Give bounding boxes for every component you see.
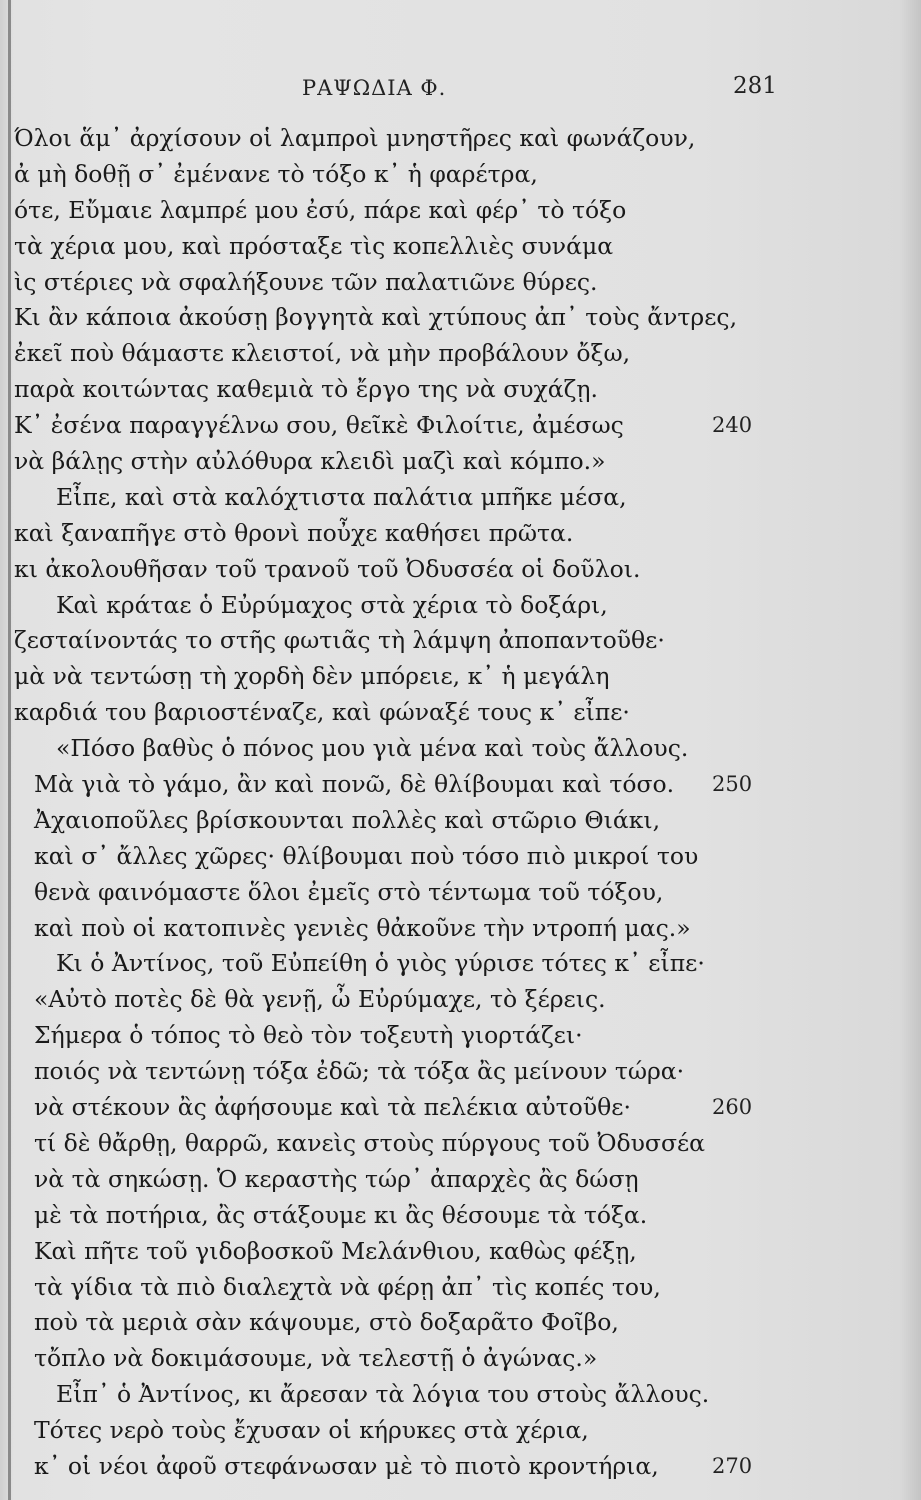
verse-line-text: ἀ μὴ δοθῇ σ᾽ ἐμένανε τὸ τόξο κ᾽ ἡ φαρέτρα, xyxy=(14,159,538,188)
verse-line xyxy=(0,1162,921,1198)
running-head: ΡΑΨΩΔΙΑ Φ. xyxy=(302,76,447,100)
verse-line-text: καὶ σ᾽ ἄλλες χῶρες· θλίβουμαι ποὺ τόσο πιὸ μικροί του xyxy=(34,841,699,870)
verse-line xyxy=(0,659,921,695)
verse-line-text: ότε, Εὔμαιε λαμπρέ μου ἐσύ, πάρε καὶ φέρ᾽ τὸ τόξο xyxy=(14,195,627,224)
verse-line xyxy=(0,875,921,911)
verse-line-text: ἐκεῖ ποὺ θάμαστε κλειστοί, νὰ μὴν προβάλουν ὄξω, xyxy=(14,339,631,368)
verse-line-text: τί δὲ θἄρθῃ, θαρρῶ, κανεὶς στοὺς πύργους τοῦ Ὀδυσσέα xyxy=(34,1128,706,1157)
verse-line xyxy=(0,1234,921,1270)
verse-line xyxy=(0,1270,921,1306)
verse-line xyxy=(0,1054,921,1090)
verse-line xyxy=(0,623,921,659)
verse-line xyxy=(0,372,921,408)
verse-line-text: Καὶ πῆτε τοῦ γιδοβοσκοῦ Μελάνθιου, καθὼς φέξῃ, xyxy=(34,1236,637,1265)
verse-line-text: παρὰ κοιτώντας καθεμιὰ τὸ ἔργο της νὰ συχάζῃ. xyxy=(14,375,598,404)
verse-line-text: θενὰ φαινόμαστε ὅλοι ἐμεῖς στὸ τέντωμα τοῦ τόξου, xyxy=(34,877,664,906)
verse-line xyxy=(0,839,921,875)
verse-line xyxy=(0,1090,921,1126)
verse-line xyxy=(0,1018,921,1054)
verse-line xyxy=(0,265,921,301)
verse-line xyxy=(0,516,921,552)
verse-line-text: καὶ ξαναπῆγε στὸ θρονὶ ποὖχε καθήσει πρῶτα. xyxy=(14,518,574,547)
verse-line-text: Όλοι ἅμ᾽ ἀρχίσουν οἱ λαμπροὶ μνηστῆρες καὶ φωνάζουν, xyxy=(14,124,696,152)
verse-line-text: Σήμερα ὁ τόπος τὸ θεὸ τὸν τοξευτὴ γιορτάζει· xyxy=(34,1021,583,1050)
verse-line xyxy=(0,946,921,982)
verse-line-text: «Πόσο βαθὺς ὁ πόνος μου γιὰ μένα καὶ τοὺς ἄλλους. xyxy=(56,734,689,763)
verse-text xyxy=(0,121,921,1485)
verse-line xyxy=(0,300,921,336)
verse-line xyxy=(0,1449,921,1485)
verse-line-text: ὶς στέριες νὰ σφαλήξουνε τῶν παλατιῶνε θύρες. xyxy=(14,267,598,296)
line-number: 250 xyxy=(712,772,753,797)
verse-line xyxy=(0,336,921,372)
verse-line xyxy=(0,767,921,803)
verse-line xyxy=(0,121,921,157)
verse-line xyxy=(0,229,921,265)
line-number: 240 xyxy=(712,413,753,438)
verse-line xyxy=(0,1377,921,1413)
verse-line-text: Μὰ γιὰ τὸ γάμο, ἂν καὶ πονῶ, δὲ θλίβουμαι καὶ τόσο. xyxy=(34,770,675,799)
verse-line-text: τὰ χέρια μου, καὶ πρόσταξε τὶς κοπελλιὲς συνάμα xyxy=(14,231,614,260)
verse-line xyxy=(0,1413,921,1449)
verse-line xyxy=(0,588,921,624)
verse-line xyxy=(0,408,921,444)
verse-line-text: ζεσταίνοντάς το στῆς φωτιᾶς τὴ λάμψη ἀποπαντοῦθε· xyxy=(14,626,665,655)
verse-line xyxy=(0,1305,921,1341)
verse-line-text: Εἶπ᾽ ὁ Ἀντίνος, κι ἄρεσαν τὰ λόγια του στοὺς ἄλλους. xyxy=(56,1380,710,1409)
line-number: 270 xyxy=(712,1453,753,1478)
verse-line-text: καὶ ποὺ οἱ κατοπινὲς γενιὲς θἀκοῦνε τὴν ντροπή μας.» xyxy=(34,913,691,942)
verse-line-text: νὰ βάλῃς στὴν αὐλόθυρα κλειδὶ μαζὶ καὶ κόμπο.» xyxy=(14,447,606,476)
verse-line xyxy=(0,157,921,193)
verse-line xyxy=(0,1341,921,1377)
verse-line-text: νὰ τὰ σηκώσῃ. Ὁ κεραστὴς τώρ᾽ ἀπαρχὲς ἂς δώσῃ xyxy=(34,1164,639,1193)
verse-line-text: Τότες νερὸ τοὺς ἔχυσαν οἱ κήρυκες στὰ χέρια, xyxy=(34,1416,589,1445)
verse-line-text: μὰ νὰ τεντώσῃ τὴ χορδὴ δὲν μπόρειε, κ᾽ ἡ μεγάλη xyxy=(14,662,610,691)
verse-line xyxy=(0,193,921,229)
verse-line xyxy=(0,444,921,480)
verse-line xyxy=(0,731,921,767)
verse-line xyxy=(0,552,921,588)
verse-line-text: τὰ γίδια τὰ πιὸ διαλεχτὰ νὰ φέρῃ ἀπ᾽ τὶς κοπές του, xyxy=(34,1272,661,1301)
verse-line-text: ποὺ τὰ μεριὰ σὰν κάψουμε, στὸ δοξαρᾶτο Φοῖβο, xyxy=(34,1308,619,1337)
verse-line-text: Κ᾽ ἐσένα παραγγέλνω σου, θεῖκὲ Φιλοίτιε, ἀμέσως xyxy=(14,411,624,440)
verse-line xyxy=(0,982,921,1018)
verse-line xyxy=(0,911,921,947)
verse-line-text: Κι ὁ Ἀντίνος, τοῦ Εὐπείθη ὁ γιὸς γύρισε τότες κ᾽ εἶπε· xyxy=(56,949,705,978)
verse-line xyxy=(0,695,921,731)
verse-line xyxy=(0,480,921,516)
verse-line xyxy=(0,803,921,839)
line-number: 260 xyxy=(712,1095,753,1120)
verse-line-text: Εἶπε, καὶ στὰ καλόχτιστα παλάτια μπῆκε μέσα, xyxy=(56,482,627,511)
verse-line-text: μὲ τὰ ποτήρια, ἂς στάξουμε κι ἂς θέσουμε τὰ τόξα. xyxy=(34,1200,648,1229)
verse-line-text: νὰ στέκουν ἂς ἀφήσουμε καὶ τὰ πελέκια αὐτοῦθε· xyxy=(34,1093,631,1122)
verse-line-text: «Αὐτὸ ποτὲς δὲ θὰ γενῇ, ὦ Εὐρύμαχε, τὸ ξέρεις. xyxy=(34,985,606,1014)
verse-line-text: Κι ἂν κάποια ἀκούσῃ βογγητὰ καὶ χτύπους ἀπ᾽ τοὺς ἄντρες, xyxy=(14,303,738,332)
verse-line xyxy=(0,1126,921,1162)
verse-line-text: κ᾽ οἱ νέοι ἀφοῦ στεφάνωσαν μὲ τὸ πιοτὸ κροντήρια, xyxy=(34,1451,659,1480)
verse-line xyxy=(0,1198,921,1234)
page-number: 281 xyxy=(733,73,777,99)
verse-line-text: Ἀχαιοποῦλες βρίσκουνται πολλὲς καὶ στῶριο Θιάκι, xyxy=(34,805,661,834)
verse-line-text: καρδιά του βαριοστέναζε, καὶ φώναξέ τους κ᾽ εἶπε· xyxy=(14,698,630,727)
verse-line-text: τὄπλο νὰ δοκιμάσουμε, νὰ τελεστῇ ὁ ἀγώνας.» xyxy=(34,1344,598,1373)
verse-line-text: κι ἀκολουθῆσαν τοῦ τρανοῦ τοῦ Ὀδυσσέα οἱ δοῦλοι. xyxy=(14,554,641,583)
verse-line-text: Καὶ κράταε ὁ Εὐρύμαχος στὰ χέρια τὸ δοξάρι, xyxy=(56,590,608,619)
verse-line-text: ποιός νὰ τεντώνῃ τόξα ἐδῶ; τὰ τόξα ἂς μείνουν τώρα· xyxy=(34,1057,685,1086)
